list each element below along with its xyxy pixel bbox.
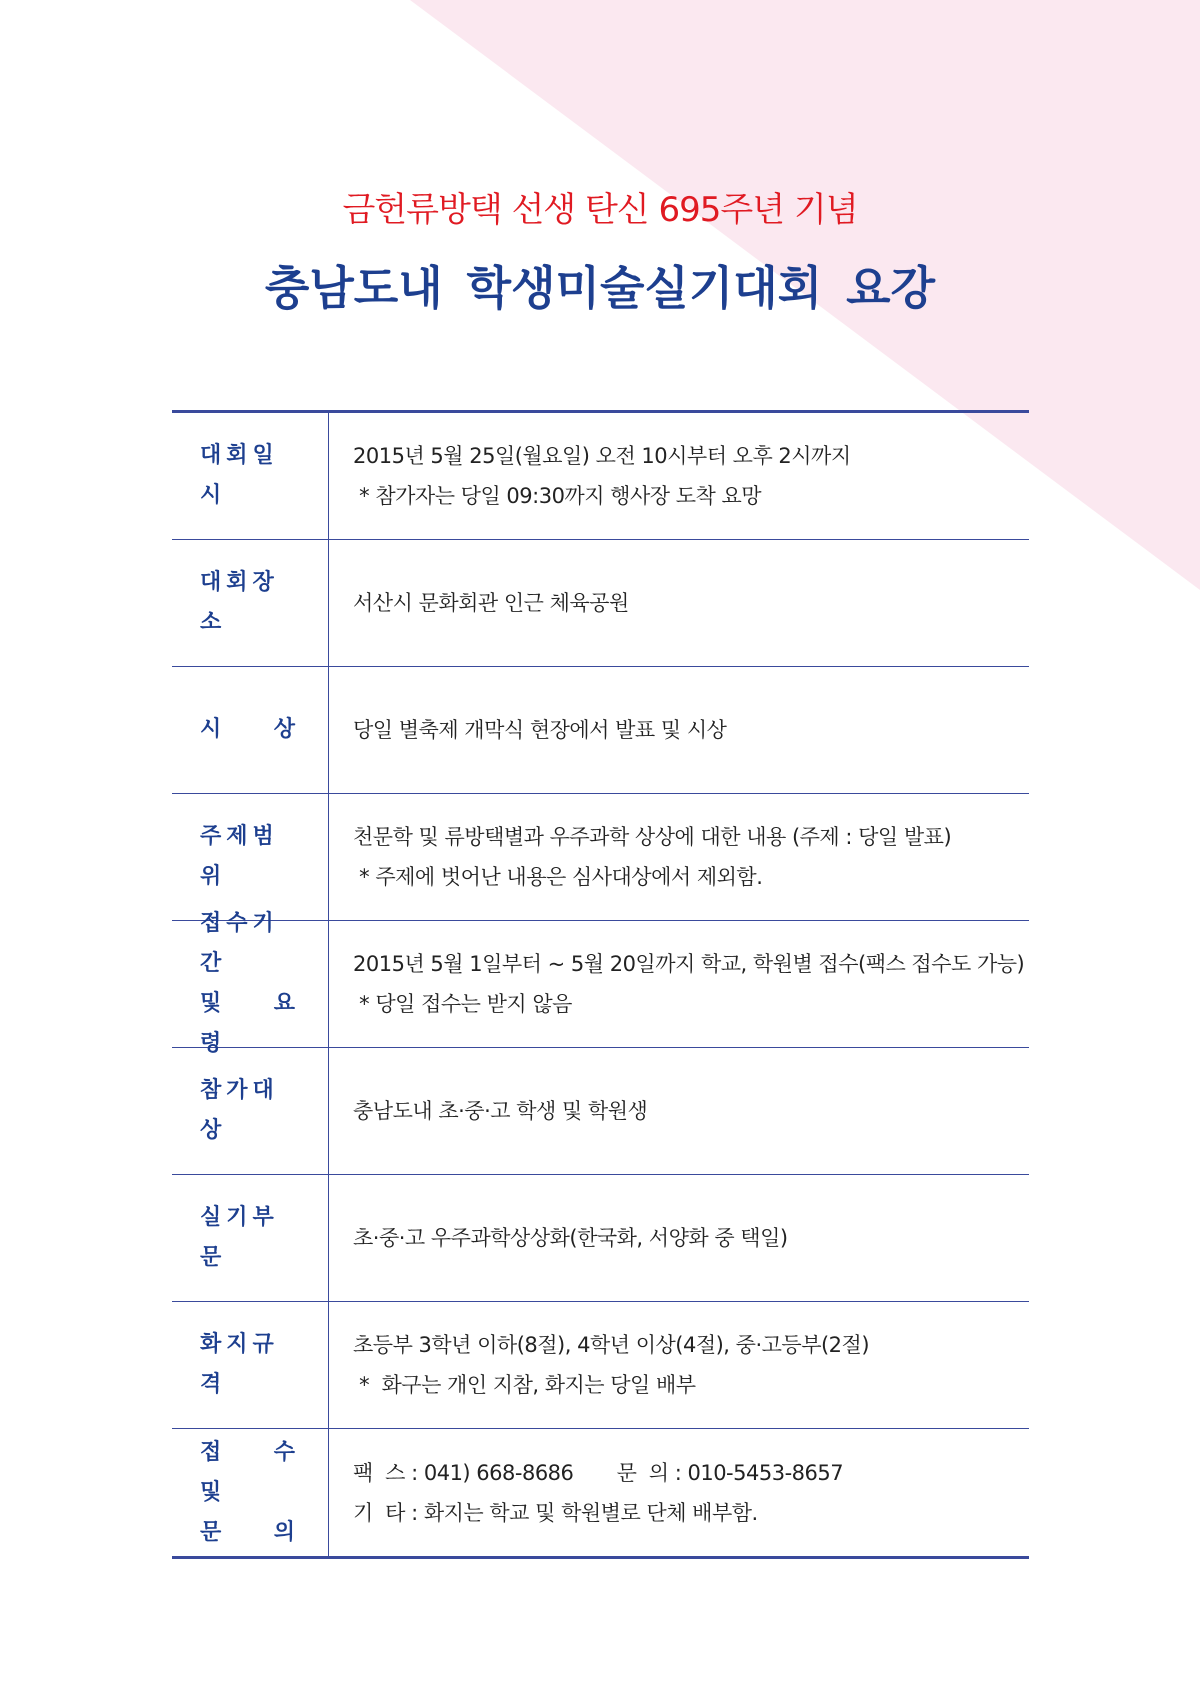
row-content-line: 기 타 : 화지는 학교 및 학원별로 단체 배부함. [353, 1500, 758, 1525]
row-content [329, 1429, 1029, 1556]
row-content-line: 2015년 5월 25일(월요일) 오전 10시부터 오후 2시까지 [353, 444, 851, 468]
row-label [172, 1175, 329, 1301]
row-content [329, 1048, 1029, 1174]
row-content [329, 794, 1029, 920]
row-label-text: 주제범위 [200, 824, 279, 889]
info-table [172, 410, 1029, 1559]
table-row [172, 667, 1029, 794]
row-content-line: 천문학 및 류방택별과 우주과학 상상에 대한 내용 (주제 : 당일 발표) [353, 825, 952, 849]
row-label-text: 실기부문 [200, 1205, 279, 1270]
row-label [172, 413, 329, 539]
row-content-line: * 참가자는 당일 09:30까지 행사장 도착 요망 [353, 484, 762, 508]
row-label [172, 1302, 329, 1428]
row-content-line: 충남도내 초·중·고 학생 및 학원생 [353, 1099, 648, 1123]
table-row [172, 540, 1029, 667]
row-label-text: 화지규격 [200, 1332, 279, 1397]
row-content-line: 초·중·고 우주과학상상화(한국화, 서양화 중 택일) [353, 1226, 788, 1250]
row-content-line: * 당일 접수는 받지 않음 [353, 992, 572, 1016]
row-content [329, 1175, 1029, 1301]
table-row [172, 1048, 1029, 1175]
row-label-text: 접수기간 [200, 911, 279, 976]
table-row [172, 1429, 1029, 1556]
row-label-text: 시 상 [200, 717, 300, 742]
table-row [172, 413, 1029, 540]
row-content-line: * 화구는 개인 지참, 화지는 당일 배부 [353, 1373, 696, 1397]
row-content-line: 초등부 3학년 이하(8절), 4학년 이상(4절), 중·고등부(2절) [353, 1333, 870, 1357]
row-content [329, 667, 1029, 793]
page-title: 충남도내 학생미술실기대회 요강 [264, 261, 936, 315]
row-content-line: 팩 스 : 041) 668-8686 문 의 : 010-5453-8657 [353, 1460, 844, 1485]
row-content [329, 413, 1029, 539]
table-row [172, 911, 1029, 1056]
row-content-line: 2015년 5월 1일부터 ~ 5월 20일까지 학교, 학원별 접수(팩스 접수도 가능) [353, 952, 1025, 976]
row-label-text: 참가대상 [200, 1078, 279, 1143]
row-content-line: 당일 별축제 개막식 현장에서 발표 및 시상 [353, 718, 727, 742]
row-label-text: 문 의 [200, 1519, 300, 1545]
row-content-line: * 주제에 벗어난 내용은 심사대상에서 제외함. [353, 865, 763, 889]
table-row [172, 794, 1029, 921]
table-row [172, 1302, 1029, 1429]
subtitle: 금헌류방택 선생 탄신 695주년 기념 [342, 190, 858, 230]
row-label-text: 및 요 령 [200, 991, 300, 1056]
row-label-text: 대회장소 [200, 570, 279, 635]
row-label [172, 1048, 329, 1174]
row-label [172, 911, 329, 1056]
row-label [172, 540, 329, 666]
row-content [329, 1302, 1029, 1428]
table-row [172, 1175, 1029, 1302]
row-label [172, 667, 329, 793]
row-content-line: 서산시 문화회관 인근 체육공원 [353, 591, 629, 615]
row-content [329, 540, 1029, 666]
row-label [172, 1429, 329, 1556]
row-label [172, 794, 329, 920]
row-label-text: 대회일시 [200, 443, 279, 508]
row-label-text: 접 수 및 [200, 1439, 300, 1505]
row-content [329, 921, 1029, 1047]
